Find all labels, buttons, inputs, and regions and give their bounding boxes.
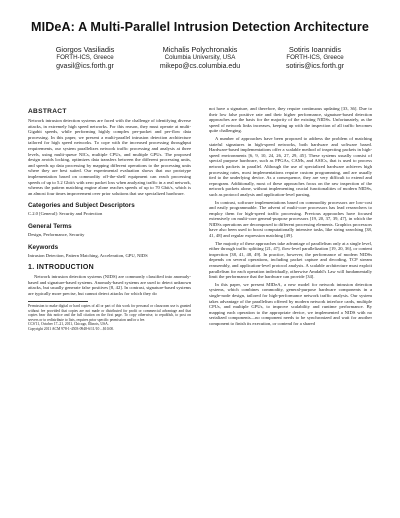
right-column xyxy=(209,106,372,329)
body-paragraph: In contrast, software implementations based on commodity processors are low-cost and easily programmable. The advent of multi-core processors has lead researchers to employ them for high-speed traffic processing. Previous approaches have focused extensively on multi-core general-purpose processors [19, 20, 37, 39, 47], in which the NIDSs operations are decomposed to different processing elements. Graphics processors have also been used to boost computationally intensive tasks, like string searching [38, 41, 48] and regular expression matching [49]. xyxy=(209,199,372,239)
body-paragraph: The majority of these approaches take advantage of parallelism only at a single level, either through traffic splitting [21, 47], flow-level parallelization [19, 20, 36], or content inspection [38, 41, 48, 49]. In practice, however, the performance of modern NIDSs depends on several operations, including packet capture and decoding, TCP stream reassembly, and application-level protocol analysis. A scalable architecture must exploit parallelism for each operation individually, otherwise Amdahl's Law will fundamentally limit the performance that the hardware can provide [34]. xyxy=(209,240,372,280)
author-name: Giorgos Vasiliadis xyxy=(55,45,115,54)
author-block xyxy=(30,45,370,71)
abstract-text: Network intrusion detection systems are faced with the challenge of identifying diverse attacks, in extremely high speed networks. For this reason, they must operate at multi-Gigabit speeds, while performing highly complex per-packet and per-flow data processing. In this paper, we present a multi-parallel intrusion detection architecture tailored for high speed networks. To cope with the increased processing throughput requirements, our system parallelizes network traffic processing and analysis at three levels, using multi-queue NICs, multiple CPUs, and multiple GPUs. The proposed design avoids locking, optimizes data transfers between the different processing units, and speeds up data processing by mapping different operations to the processing units where they are best suited. Our experimental evaluation shows that our prototype implementation based on commodity off-the-shelf equipment can reach processing speeds of up to 5.2 Gbit/s with zero packet loss when analyzing traffic in a real network, whereas the pattern matching engine alone reaches speeds of up to 70 Gbit/s, which is an almost four times improvement over prior solutions that use specialized hardware. xyxy=(28,118,191,196)
left-column xyxy=(28,108,191,331)
body-paragraph: A number of approaches have been proposed to address the problem of matching stateful signatures in high-speed networks, both hardware and software based. Hardware-based implementations offer a scalable method of inspecting packets in high-speed environments [6, 9, 10, 24, 26, 27, 29, 45]. These systems usually consist of special purpose hardware, such as FPGAs, CAMs, and ASICs, that is used to process network packets in parallel. Although the use of specialized hardware achieves high processing rates, most implementations require custom programming, and are usually tied to the underlying device. As a consequence, they are very difficult to extend and reprogram. Additionally, most of these approaches focus on the raw inspection of the network packets alone, without implementing crucial functionalities of modern NIDSs, such as protocol analysis and application-level parsing. xyxy=(209,135,372,197)
author-email: mikepo@cs.columbia.edu xyxy=(159,63,241,70)
general-terms-heading: General Terms xyxy=(28,222,72,230)
permission-footnote: Permission to make digital or hard copies of all or part of this work for personal or classroom use is granted without fee provided that copies are not made or distributed for profit or commercial advantage and that copies bear this notice and the full citation on the first page. To copy otherwise, to republish, to post on servers or to redistribute to lists, requires prior specific permission and/or a fee. xyxy=(28,304,191,322)
author-affiliation: Columbia University, USA xyxy=(164,54,236,61)
introduction-text: Network intrusion detection systems (NIDS) are commonly classified into anomaly-based and signature-based systems. Anomaly-based systems are used to detect unknown attacks, but usually generate false positives [8, 42]. In contrast, signature-based systems are typically more precise, but cannot detect attacks for which they do xyxy=(28,274,191,296)
categories-heading: Categories and Subject Descriptors xyxy=(28,202,135,210)
conference-footnote: CCS'11, October 17–21, 2011, Chicago, Illinois, USA. xyxy=(28,322,109,327)
introduction-heading: 1. INTRODUCTION xyxy=(28,264,94,272)
keywords-heading: Keywords xyxy=(28,243,59,251)
footnote-divider xyxy=(28,301,88,302)
author-affiliation: FORTH-ICS, Greece xyxy=(286,54,344,61)
copyright-footnote: Copyright 2011 ACM 978-1-4503-0948-6/11/10 ...$10.00. xyxy=(28,326,115,331)
author-email: gvasil@ics.forth.gr xyxy=(56,63,114,70)
keywords-text: Intrusion Detection, Pattern Matching, Acceleration, GPU, NIDS xyxy=(28,252,148,258)
author-name: Michalis Polychronakis xyxy=(162,45,238,54)
author-1 xyxy=(30,45,140,71)
author-2 xyxy=(145,45,255,71)
author-3 xyxy=(260,45,370,71)
author-email: sotiris@ics.forth.gr xyxy=(285,63,345,70)
general-terms-text: Design, Performance, Security xyxy=(28,231,85,237)
body-paragraph: not have a signature, and therefore, they require continuous updating [33, 36]. Due to their low false positive rate and their higher performance, signature-based detection approaches are the basis for the majority of the existing NIDSs. Unfortunately, as the speed of network links increases, keeping up with the inspection of all traffic becomes quite challenging. xyxy=(209,106,372,134)
author-affiliation: FORTH-ICS, Greece xyxy=(56,54,114,61)
abstract-heading: ABSTRACT xyxy=(28,108,67,115)
paper-title: MIDeA: A Multi-Parallel Intrusion Detection Architecture xyxy=(31,20,369,34)
author-name: Sotiris Ioannidis xyxy=(288,45,342,54)
categories-text: C.2.0 [General]: Security and Protection xyxy=(28,211,103,217)
body-paragraph: In this paper, we present MIDeA, a new model for network intrusion detection systems, which combines commodity, general-purpose hardware components in a single-node design, tailored for high-performance network traffic analysis. Our system takes advantage of the parallelism offered by modern network interface cards, multiple CPUs, and multiple GPUs, to improve scalability and runtime performance. By mapping each operation to the appropriate device, we implemented a NIDS with no serialized components—no component needs to be synchronized and wait for another component to finish its execution, or contend for a shared xyxy=(209,281,372,326)
